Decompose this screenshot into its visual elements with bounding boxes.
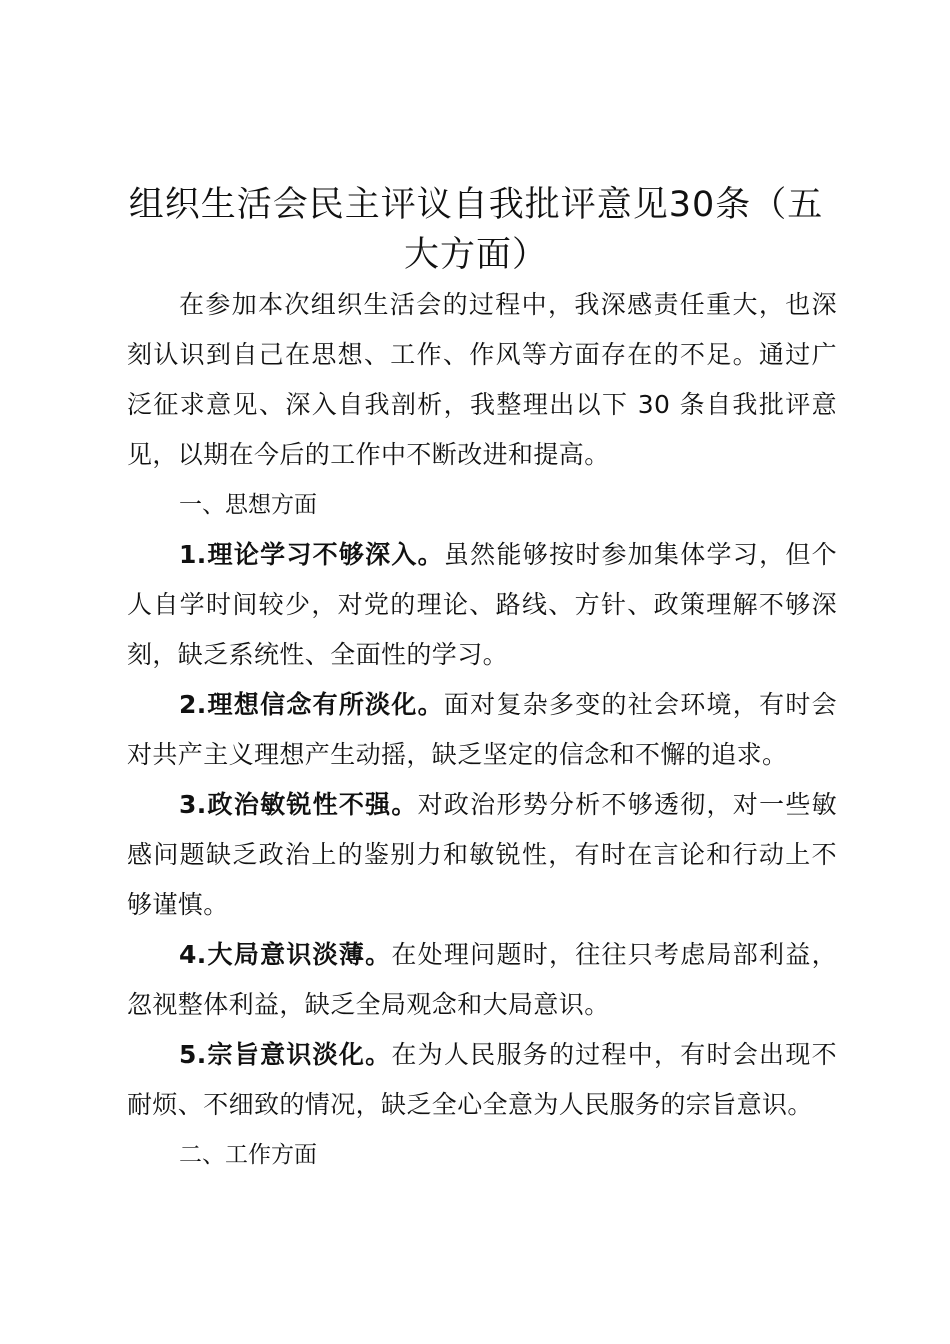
item-text: 在为人民服务的过程中，有时会出现不耐烦、不细致的情况，缺乏全心全意为人民服务的宗旨意识。: [127, 1040, 837, 1119]
item-text: 对政治形势分析不够透彻，对一些敏感问题缺乏政治上的鉴别力和敏锐性，有时在言论和行动上不够谨慎。: [127, 790, 837, 919]
item-text: 在处理问题时，往往只考虑局部利益，忽视整体利益，缺乏全局观念和大局意识。: [127, 940, 837, 1019]
item-lead: 5.宗旨意识淡化。: [179, 1040, 392, 1069]
item-lead: 3.政治敏锐性不强。: [179, 790, 418, 819]
item-lead: 2.理想信念有所淡化。: [179, 690, 444, 719]
document-title: 组织生活会民主评议自我批评意见30条（五大方面）: [128, 185, 824, 275]
item-lead: 1.理论学习不够深入。: [179, 540, 444, 569]
intro-paragraph: 在参加本次组织生活会的过程中，我深感责任重大，也深刻认识到自己在思想、工作、作风等方面存在的不足。通过广泛征求意见、深入自我剖析，我整理出以下 30 条自我批评意见，以期在今后的工作中不断改进和提高。: [127, 290, 837, 469]
list-item: [127, 530, 837, 680]
item-text: 面对复杂多变的社会环境，有时会对共产主义理想产生动摇，缺乏坚定的信念和不懈的追求。: [127, 690, 837, 769]
document-body: [127, 280, 837, 1180]
item-lead: 4.大局意识淡薄。: [179, 940, 392, 969]
list-item: [127, 1030, 837, 1130]
list-item: [127, 680, 837, 780]
list-item: [127, 930, 837, 1030]
section-heading-work: 二、工作方面: [179, 1142, 317, 1168]
item-text: 虽然能够按时参加集体学习，但个人自学时间较少，对党的理论、路线、方针、政策理解不够深刻，缺乏系统性、全面性的学习。: [127, 540, 837, 669]
section-heading-thought: 一、思想方面: [179, 492, 317, 518]
list-item: [127, 780, 837, 930]
